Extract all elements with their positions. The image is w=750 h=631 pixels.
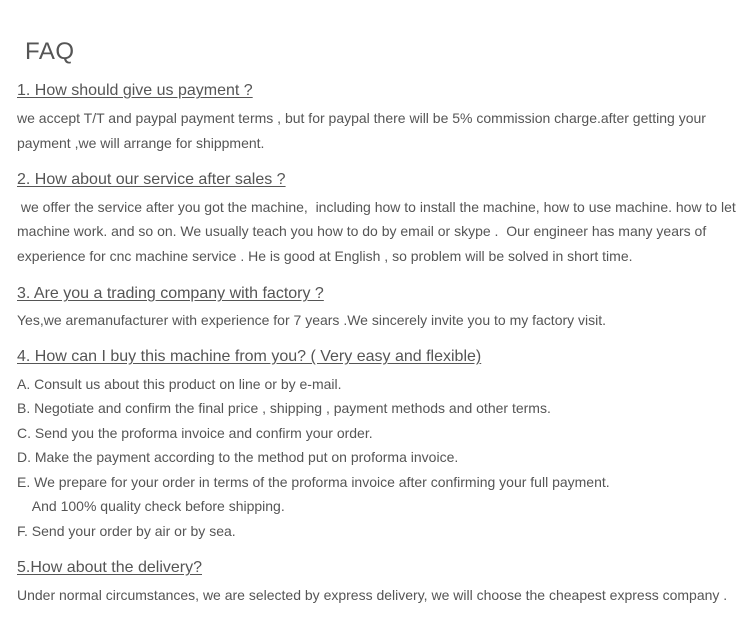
faq-answer-4-step-b: B. Negotiate and confirm the final price , shipping , payment methods and other terms. (17, 400, 551, 416)
faq-question-2: 2. How about our service after sales ? (17, 171, 286, 188)
faq-answer-4-step-e: E. We prepare for your order in terms of the proforma invoice after confirming your full payment. (17, 474, 610, 490)
faq-answer-4-step-f: F. Send your order by air or by sea. (17, 523, 236, 539)
faq-answer-2-line-3: experience for cnc machine service . He is good at English , so problem will be solved in short time. (17, 248, 633, 264)
faq-question-3: 3. Are you a trading company with factory ? (17, 285, 324, 302)
faq-answer-3-line-1: Yes,we aremanufacturer with experience for 7 years .We sincerely invite you to my factory visit. (17, 312, 607, 328)
faq-answer-4-step-d: D. Make the payment according to the method put on proforma invoice. (17, 449, 459, 465)
faq-answer-1-line-1: we accept T/T and paypal payment terms , but for paypal there will be 5% commission charge.after getting your (17, 110, 706, 126)
faq-question-1: 1. How should give us payment ? (17, 82, 253, 99)
faq-answer-2-line-2: machine work. and so on. We usually teach you how to do by email or skype . Our engineer has many years of (17, 223, 707, 239)
faq-answer-1-line-2: payment ,we will arrange for shippment. (17, 135, 265, 151)
faq-title: FAQ (25, 38, 75, 65)
faq-answer-2-line-1: we offer the service after you got the machine, including how to install the machine, how to use machine. how to let (17, 199, 736, 215)
faq-answer-4-step-e-cont: And 100% quality check before shipping. (17, 498, 285, 514)
faq-question-4: 4. How can I buy this machine from you? ( Very easy and flexible) (17, 348, 482, 365)
faq-answer-5-line-1: Under normal circumstances, we are selected by express delivery, we will choose the cheapest express company . (17, 587, 728, 603)
faq-question-5: 5.How about the delivery? (17, 559, 202, 576)
faq-answer-4-step-c: C. Send you the proforma invoice and confirm your order. (17, 425, 373, 441)
faq-answer-4-step-a: A. Consult us about this product on line or by e-mail. (17, 376, 342, 392)
